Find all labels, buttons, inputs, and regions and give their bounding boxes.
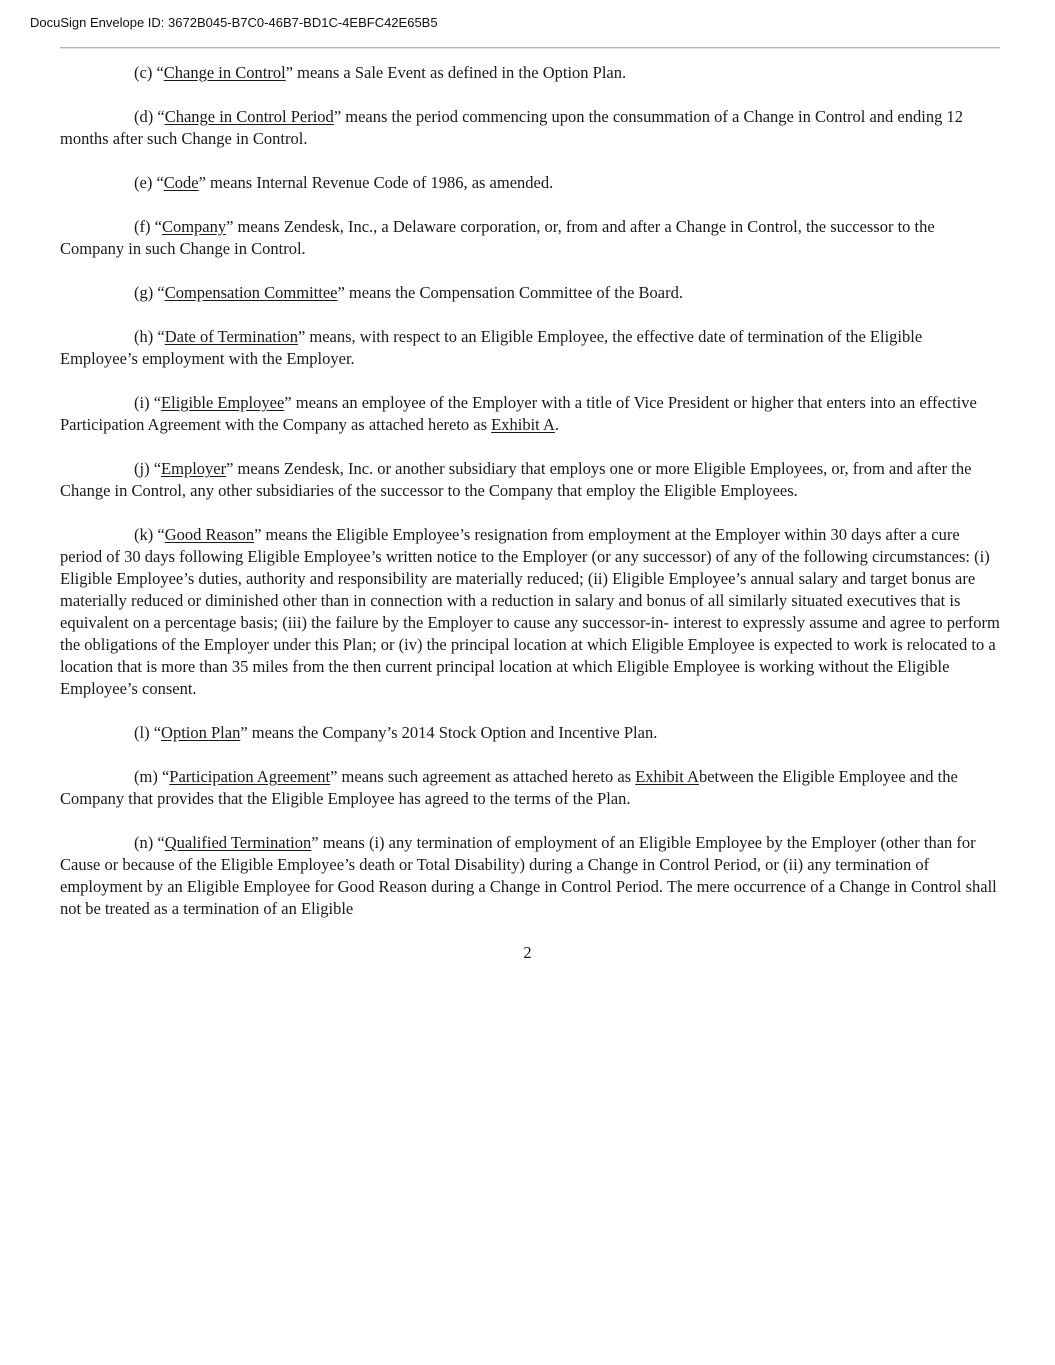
defined-term: Change in Control Period [164, 107, 334, 126]
item-label: (i) “ [134, 393, 162, 412]
item-label: (n) “ [134, 833, 165, 852]
defined-term: Option Plan [161, 723, 241, 742]
defined-term: Eligible Employee [161, 393, 285, 412]
item-label: (k) “ [134, 525, 165, 544]
envelope-id: DocuSign Envelope ID: 3672B045-B7C0-46B7-BD1C-4EBFC42E65B5 [30, 15, 438, 30]
defined-term: Date of Termination [164, 327, 298, 346]
definition-e [60, 172, 1000, 194]
definition-text: ” means the Company’s 2014 Stock Option and Incentive Plan. [240, 723, 658, 742]
item-label: (l) “ [134, 723, 162, 742]
defined-term: Compensation Committee [164, 283, 338, 302]
item-label: (e) “ [134, 173, 164, 192]
definition-suffix: . [554, 415, 560, 434]
definition-text: ” means, with respect to an Eligible Employee, the effective date of termination of the Eligible Employee’s employment with the Employer. [60, 327, 923, 368]
page-number: 2 [523, 943, 532, 962]
exhibit-a-reference: Exhibit A [635, 767, 699, 786]
item-label: (g) “ [134, 283, 165, 302]
defined-term: Change in Control [163, 63, 286, 82]
defined-term: Employer [161, 459, 227, 478]
document-body [60, 62, 1000, 942]
definition-text: ” means Zendesk, Inc., a Delaware corporation, or, from and after a Change in Control, the successor to the Company in such Change in Control. [60, 217, 935, 258]
definition-text: ” means Internal Revenue Code of 1986, as amended. [198, 173, 554, 192]
definition-suffix: between the Eligible Employee and the Company that provides that the Eligible Employee has agreed to the terms of the Plan. [60, 767, 958, 808]
definition-text: ” means Zendesk, Inc. or another subsidiary that employs one or more Eligible Employees, or, from and after the Change in Control, any other subsidiaries of the successor to the Company that employ the Eligible Employees. [60, 459, 972, 500]
defined-term: Qualified Termination [164, 833, 312, 852]
defined-term: Code [163, 173, 199, 192]
definition-text: ” means an employee of the Employer with a title of Vice President or higher that enters into an effective Participation Agreement with the Company as attached hereto as [60, 393, 977, 434]
definition-c [60, 62, 1000, 84]
item-label: (m) “ [134, 767, 170, 786]
definition-g [60, 282, 1000, 304]
definition-m [60, 766, 1000, 810]
definition-text: ” means the period commencing upon the consummation of a Change in Control and ending 12 months after such Change in Control. [60, 107, 963, 148]
definition-d [60, 106, 1000, 150]
definition-j [60, 458, 1000, 502]
defined-term: Participation Agreement [169, 767, 331, 786]
header-divider [60, 47, 1000, 49]
definition-text: ” means a Sale Event as defined in the Option Plan. [285, 63, 627, 82]
defined-term: Company [161, 217, 227, 236]
item-label: (j) “ [134, 459, 162, 478]
item-label: (c) “ [134, 63, 164, 82]
definition-text: ” means such agreement as attached hereto as [330, 767, 636, 786]
definition-k [60, 524, 1000, 700]
definition-f [60, 216, 1000, 260]
item-label: (h) “ [134, 327, 165, 346]
definition-l [60, 722, 1000, 744]
definition-h [60, 326, 1000, 370]
defined-term: Good Reason [164, 525, 255, 544]
definition-i [60, 392, 1000, 436]
definition-text: ” means the Eligible Employee’s resignation from employment at the Employer within 30 days after a cure period of 30 days following Eligible Employee’s written notice to the Employer (or any successor) of any of the following circumstances: (i) Eligible Employee’s duties, authority and responsibility are materially reduced; (ii) Eligible Employee’s annual salary and target bonus are materially reduced or diminished other than in connection with a reduction in salary and bonus of all similarly situated executives that is equivalent on a percentage basis; (iii) the failure by the Employer to cause any successor-in- interest to expressly assume and agree to perform the obligations of the Employer under this Plan; or (iv) the principal location at which Eligible Employee is expected to work is relocated to a location that is more than 35 miles from the then current principal location at which Eligible Employee is working without the Eligible Employee’s consent. [60, 525, 1000, 698]
definition-text: ” means (i) any termination of employment of an Eligible Employee by the Employer (other than for Cause or because of the Eligible Employee’s death or Total Disability) during a Change in Control Period, or (ii) any termination of employment by an Eligible Employee for Good Reason during a Change in Control Period. The mere occurrence of a Change in Control shall not be treated as a termination of an Eligible [60, 833, 997, 918]
definition-text: ” means the Compensation Committee of the Board. [337, 283, 683, 302]
exhibit-a-reference: Exhibit A [491, 415, 555, 434]
item-label: (d) “ [134, 107, 165, 126]
definition-n [60, 832, 1000, 920]
item-label: (f) “ [134, 217, 162, 236]
